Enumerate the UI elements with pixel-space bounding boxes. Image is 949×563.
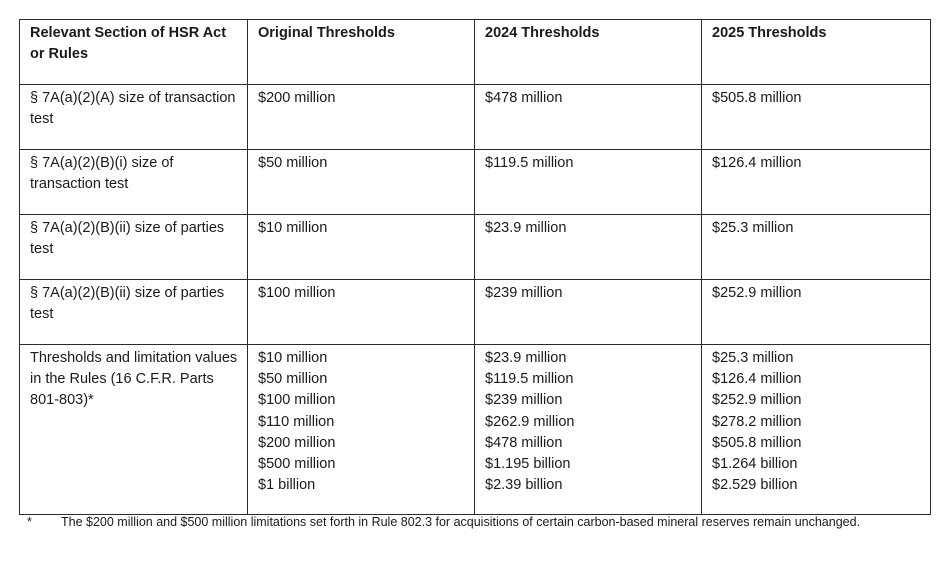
table-row xyxy=(20,280,931,345)
cell-section: § 7A(a)(2)(B)(i) size of transaction test xyxy=(20,150,248,215)
hsr-thresholds-table xyxy=(19,19,931,515)
value-line: $119.5 million xyxy=(485,371,574,388)
table-header-row xyxy=(20,20,931,85)
cell-section: Thresholds and limitation values in the Rules (16 C.F.R. Parts 801-803)* xyxy=(20,345,248,515)
value-line: $239 million xyxy=(485,392,563,409)
table-row xyxy=(20,150,931,215)
cell-original: $200 million xyxy=(248,85,475,150)
value-line: $2.529 billion xyxy=(712,477,798,494)
table-row xyxy=(20,215,931,280)
cell-section: § 7A(a)(2)(B)(ii) size of parties test xyxy=(20,280,248,345)
value-line: $126.4 million xyxy=(712,371,802,388)
footnote xyxy=(27,513,907,532)
cell-2025: $126.4 million xyxy=(702,150,931,215)
cell-original: $10 million xyxy=(248,215,475,280)
cell-section: § 7A(a)(2)(A) size of transaction test xyxy=(20,85,248,150)
cell-2024: $23.9 million xyxy=(475,215,702,280)
value-line: $252.9 million xyxy=(712,392,802,409)
cell-section: § 7A(a)(2)(B)(ii) size of parties test xyxy=(20,215,248,280)
value-line: $1 billion xyxy=(258,477,316,494)
value-line: $278.2 million xyxy=(712,413,802,430)
table-row xyxy=(20,345,931,515)
thresholds-table-container xyxy=(19,19,930,515)
value-line: $500 million xyxy=(258,456,336,473)
cell-2024: $478 million xyxy=(475,85,702,150)
cell-original: $50 million xyxy=(248,150,475,215)
header-original: Original Thresholds xyxy=(248,20,475,85)
value-line: $25.3 million xyxy=(712,350,794,366)
value-line: $110 million xyxy=(258,413,335,430)
value-line: $23.9 million xyxy=(485,350,567,366)
cell-2025: $252.9 million xyxy=(702,280,931,345)
value-line: $1.264 billion xyxy=(712,456,798,473)
value-line: $262.9 million xyxy=(485,413,575,430)
cell-2024: $119.5 million xyxy=(475,150,702,215)
cell-2024: $239 million xyxy=(475,280,702,345)
value-line: $100 million xyxy=(258,392,336,409)
cell-2024-list xyxy=(475,345,702,515)
value-line: $200 million xyxy=(258,434,336,451)
value-line: $505.8 million xyxy=(712,434,802,451)
value-line: $50 million xyxy=(258,371,328,388)
header-2024: 2024 Thresholds xyxy=(475,20,702,85)
cell-2025: $505.8 million xyxy=(702,85,931,150)
footnote-text: The $200 million and $500 million limitations set forth in Rule 802.3 for acquisitions of certain carbon-based mineral reserves remain unchanged. xyxy=(61,515,861,529)
table-row xyxy=(20,85,931,150)
value-line: $2.39 billion xyxy=(485,477,563,494)
value-line: $10 million xyxy=(258,350,328,366)
header-2025: 2025 Thresholds xyxy=(702,20,931,85)
value-line: $478 million xyxy=(485,434,563,451)
footnote-mark: * xyxy=(27,515,32,529)
cell-original-list xyxy=(248,345,475,515)
cell-original: $100 million xyxy=(248,280,475,345)
cell-2025: $25.3 million xyxy=(702,215,931,280)
value-line: $1.195 billion xyxy=(485,456,571,473)
cell-2025-list xyxy=(702,345,931,515)
header-section: Relevant Section of HSR Act or Rules xyxy=(20,20,248,85)
